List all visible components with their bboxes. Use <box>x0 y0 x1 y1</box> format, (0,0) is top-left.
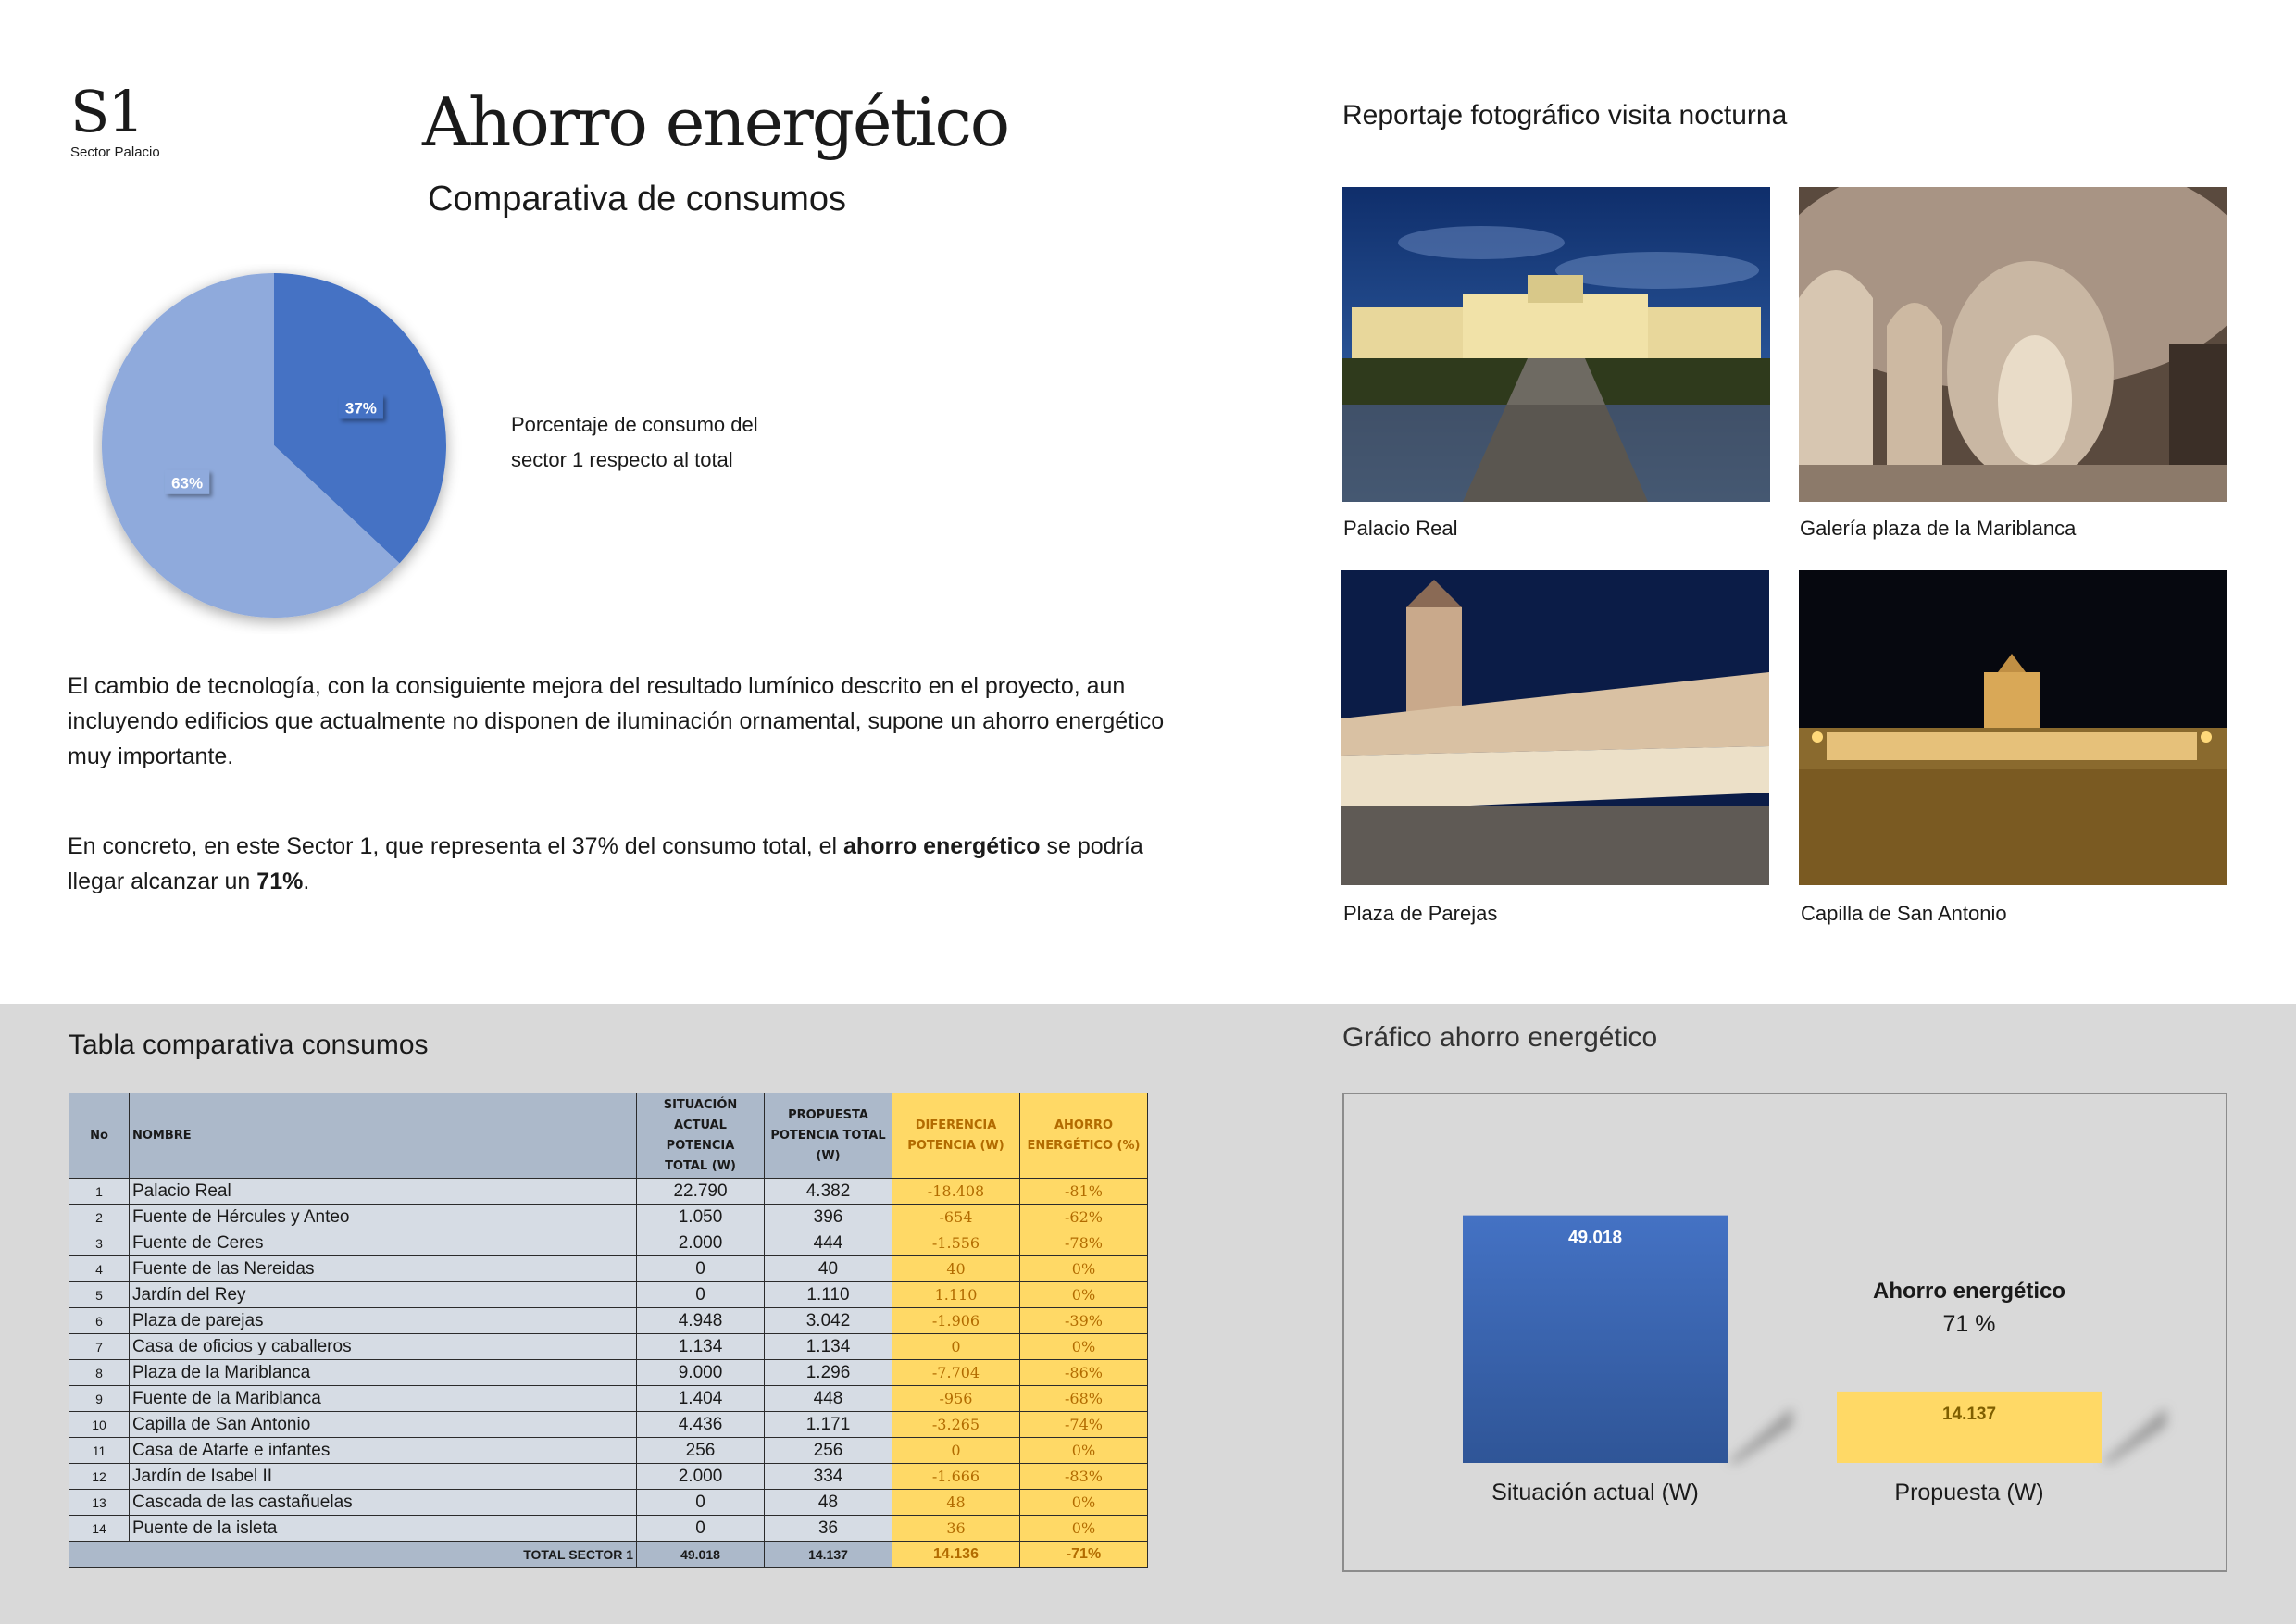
table-row <box>69 1386 1148 1412</box>
total-ahorro: -71% <box>1020 1542 1148 1568</box>
cell-actual: 0 <box>637 1516 765 1542</box>
cell-propuesta: 1.296 <box>765 1360 892 1386</box>
table-row <box>69 1230 1148 1256</box>
cell-nombre: Fuente de la Mariblanca <box>130 1386 637 1412</box>
photo-plaza-parejas <box>1341 570 1769 885</box>
photo-caption-4: Capilla de San Antonio <box>1801 902 2007 925</box>
table-row <box>69 1205 1148 1230</box>
table-row <box>69 1438 1148 1464</box>
cell-no: 9 <box>69 1386 130 1412</box>
pie-label-1 <box>339 394 383 418</box>
page-title: Ahorro energético <box>422 83 1009 161</box>
cell-actual: 256 <box>637 1438 765 1464</box>
graph-title: Gráfico ahorro energético <box>1342 1022 1658 1053</box>
cell-propuesta: 256 <box>765 1438 892 1464</box>
cell-diferencia: -654 <box>892 1205 1020 1230</box>
table-row <box>69 1308 1148 1334</box>
cell-diferencia: -3.265 <box>892 1412 1020 1438</box>
savings-bold-value: 71% <box>256 868 304 894</box>
total-actual: 49.018 <box>637 1542 765 1568</box>
col-header-nombre: NOMBRE <box>130 1093 637 1179</box>
cell-nombre: Plaza de parejas <box>130 1308 637 1334</box>
cell-ahorro: 0% <box>1020 1256 1148 1282</box>
cell-propuesta: 40 <box>765 1256 892 1282</box>
cell-no: 3 <box>69 1230 130 1256</box>
cell-diferencia: -1.906 <box>892 1308 1020 1334</box>
table-row <box>69 1516 1148 1542</box>
pie-label-2 <box>165 470 209 494</box>
cell-no: 11 <box>69 1438 130 1464</box>
pie-caption: Porcentaje de consumo del sector 1 respecto al total <box>511 413 758 471</box>
cell-propuesta: 396 <box>765 1205 892 1230</box>
savings-text-c: . <box>303 868 310 894</box>
cell-ahorro: -39% <box>1020 1308 1148 1334</box>
savings-bold-term: ahorro energético <box>843 833 1041 859</box>
cell-ahorro: 0% <box>1020 1282 1148 1308</box>
table-row <box>69 1256 1148 1282</box>
saving-label: Ahorro energético <box>1872 1279 2066 1304</box>
cell-nombre: Jardín de Isabel II <box>130 1464 637 1490</box>
cell-nombre: Fuente de las Nereidas <box>130 1256 637 1282</box>
cell-no: 14 <box>69 1516 130 1542</box>
bar-category-label-1: Situación actual (W) <box>1491 1480 1699 1505</box>
cell-actual: 0 <box>637 1256 765 1282</box>
table-row <box>69 1360 1148 1386</box>
cell-nombre: Casa de oficios y caballeros <box>130 1334 637 1360</box>
cell-diferencia: -1.666 <box>892 1464 1020 1490</box>
photo-report-title: Reportaje fotográfico visita nocturna <box>1342 100 1788 131</box>
table-row <box>69 1464 1148 1490</box>
cell-propuesta: 444 <box>765 1230 892 1256</box>
cell-diferencia: 36 <box>892 1516 1020 1542</box>
cell-no: 5 <box>69 1282 130 1308</box>
cell-propuesta: 448 <box>765 1386 892 1412</box>
sector-code: S1 <box>70 78 143 145</box>
cell-diferencia: -1.556 <box>892 1230 1020 1256</box>
cell-nombre: Palacio Real <box>130 1179 637 1205</box>
photo-caption-1: Palacio Real <box>1343 517 1458 540</box>
cell-diferencia: -7.704 <box>892 1360 1020 1386</box>
cell-actual: 1.134 <box>637 1334 765 1360</box>
col-header-no: No <box>69 1093 130 1179</box>
table-row <box>69 1334 1148 1360</box>
table-row <box>69 1412 1148 1438</box>
savings-text-a: En concreto, en este Sector 1, que representa el 37% del consumo total, el <box>68 833 844 859</box>
cell-ahorro: -74% <box>1020 1412 1148 1438</box>
cell-actual: 0 <box>637 1490 765 1516</box>
bar-2 <box>1837 1392 2102 1463</box>
cell-no: 8 <box>69 1360 130 1386</box>
cell-ahorro: -68% <box>1020 1386 1148 1412</box>
total-diferencia: 14.136 <box>892 1542 1020 1568</box>
cell-actual: 4.436 <box>637 1412 765 1438</box>
photo-caption-2: Galería plaza de la Mariblanca <box>1800 517 2077 540</box>
cell-nombre: Casa de Atarfe e infantes <box>130 1438 637 1464</box>
total-label: TOTAL SECTOR 1 <box>69 1542 637 1568</box>
cell-propuesta: 36 <box>765 1516 892 1542</box>
page-subtitle: Comparativa de consumos <box>428 180 846 219</box>
cell-no: 2 <box>69 1205 130 1230</box>
table-row <box>69 1179 1148 1205</box>
cell-nombre: Cascada de las castañuelas <box>130 1490 637 1516</box>
cell-ahorro: -86% <box>1020 1360 1148 1386</box>
cell-diferencia: 0 <box>892 1334 1020 1360</box>
cell-diferencia: -956 <box>892 1386 1020 1412</box>
cell-ahorro: -83% <box>1020 1464 1148 1490</box>
cell-actual: 1.050 <box>637 1205 765 1230</box>
cell-diferencia: 0 <box>892 1438 1020 1464</box>
col-header-ahorro: AHORRO ENERGÉTICO (%) <box>1020 1093 1148 1179</box>
cell-actual: 9.000 <box>637 1360 765 1386</box>
cell-propuesta: 48 <box>765 1490 892 1516</box>
photo-galeria-mariblanca <box>1799 187 2227 502</box>
col-header-diferencia: DIFERENCIA POTENCIA (W) <box>892 1093 1020 1179</box>
col-header-actual: SITUACIÓN ACTUAL POTENCIA TOTAL (W) <box>637 1093 765 1179</box>
cell-no: 10 <box>69 1412 130 1438</box>
cell-propuesta: 334 <box>765 1464 892 1490</box>
cell-ahorro: -78% <box>1020 1230 1148 1256</box>
cell-no: 12 <box>69 1464 130 1490</box>
cell-no: 13 <box>69 1490 130 1516</box>
table-total-row <box>69 1542 1148 1568</box>
saving-value: 71 % <box>1942 1311 1996 1337</box>
cell-nombre: Plaza de la Mariblanca <box>130 1360 637 1386</box>
cell-actual: 1.404 <box>637 1386 765 1412</box>
savings-text-b: se podría llegar alcanzar un <box>68 833 1143 894</box>
cell-ahorro: 0% <box>1020 1490 1148 1516</box>
intro-paragraph: El cambio de tecnología, con la consiguiente mejora del resultado lumínico descrito en el proyecto, aun incluyendo edificios que actualmente no disponen de iluminación ornamental, supone un ahorro energético muy importante. <box>68 673 1165 769</box>
cell-actual: 4.948 <box>637 1308 765 1334</box>
photo-capilla-san-antonio <box>1799 570 2227 885</box>
cell-propuesta: 3.042 <box>765 1308 892 1334</box>
bar-category-label-2: Propuesta (W) <box>1894 1480 2044 1505</box>
cell-ahorro: 0% <box>1020 1516 1148 1542</box>
cell-propuesta: 4.382 <box>765 1179 892 1205</box>
cell-no: 1 <box>69 1179 130 1205</box>
cell-no: 7 <box>69 1334 130 1360</box>
cell-diferencia: 1.110 <box>892 1282 1020 1308</box>
photo-palacio-real <box>1342 187 1770 502</box>
cell-diferencia: -18.408 <box>892 1179 1020 1205</box>
savings-graph-box <box>1342 1093 2227 1572</box>
svg-text:37%: 37% <box>344 399 377 418</box>
cell-nombre: Capilla de San Antonio <box>130 1412 637 1438</box>
cell-no: 6 <box>69 1308 130 1334</box>
consumption-table <box>69 1093 1148 1568</box>
table-row <box>69 1490 1148 1516</box>
sector-name: Sector Palacio <box>70 144 160 160</box>
bar-shadow-1 <box>1728 1407 1792 1463</box>
cell-ahorro: 0% <box>1020 1334 1148 1360</box>
table-row <box>69 1282 1148 1308</box>
cell-diferencia: 40 <box>892 1256 1020 1282</box>
total-propuesta: 14.137 <box>765 1542 892 1568</box>
savings-bar-chart <box>1344 1094 2226 1570</box>
cell-actual: 22.790 <box>637 1179 765 1205</box>
photo-caption-3: Plaza de Parejas <box>1343 902 1498 925</box>
cell-nombre: Puente de la isleta <box>130 1516 637 1542</box>
bar-1 <box>1463 1216 1728 1463</box>
cell-actual: 2.000 <box>637 1464 765 1490</box>
cell-propuesta: 1.134 <box>765 1334 892 1360</box>
table-header-row <box>69 1093 1148 1179</box>
bar-shadow-2 <box>2102 1407 2166 1463</box>
cell-ahorro: -81% <box>1020 1179 1148 1205</box>
cell-no: 4 <box>69 1256 130 1282</box>
cell-diferencia: 48 <box>892 1490 1020 1516</box>
cell-propuesta: 1.171 <box>765 1412 892 1438</box>
sector-badge <box>70 78 160 160</box>
bar-value-label-1: 49.018 <box>1567 1228 1623 1248</box>
cell-actual: 0 <box>637 1282 765 1308</box>
cell-nombre: Fuente de Hércules y Anteo <box>130 1205 637 1230</box>
table-title: Tabla comparativa consumos <box>69 1030 429 1060</box>
savings-paragraph <box>68 829 1179 899</box>
cell-ahorro: -62% <box>1020 1205 1148 1230</box>
bar-value-label-2: 14.137 <box>1941 1404 1997 1424</box>
cell-nombre: Fuente de Ceres <box>130 1230 637 1256</box>
cell-actual: 2.000 <box>637 1230 765 1256</box>
consumption-pie-chart <box>93 264 463 634</box>
cell-nombre: Jardín del Rey <box>130 1282 637 1308</box>
cell-propuesta: 1.110 <box>765 1282 892 1308</box>
col-header-propuesta: PROPUESTA POTENCIA TOTAL (W) <box>765 1093 892 1179</box>
cell-ahorro: 0% <box>1020 1438 1148 1464</box>
svg-text:63%: 63% <box>171 474 204 493</box>
